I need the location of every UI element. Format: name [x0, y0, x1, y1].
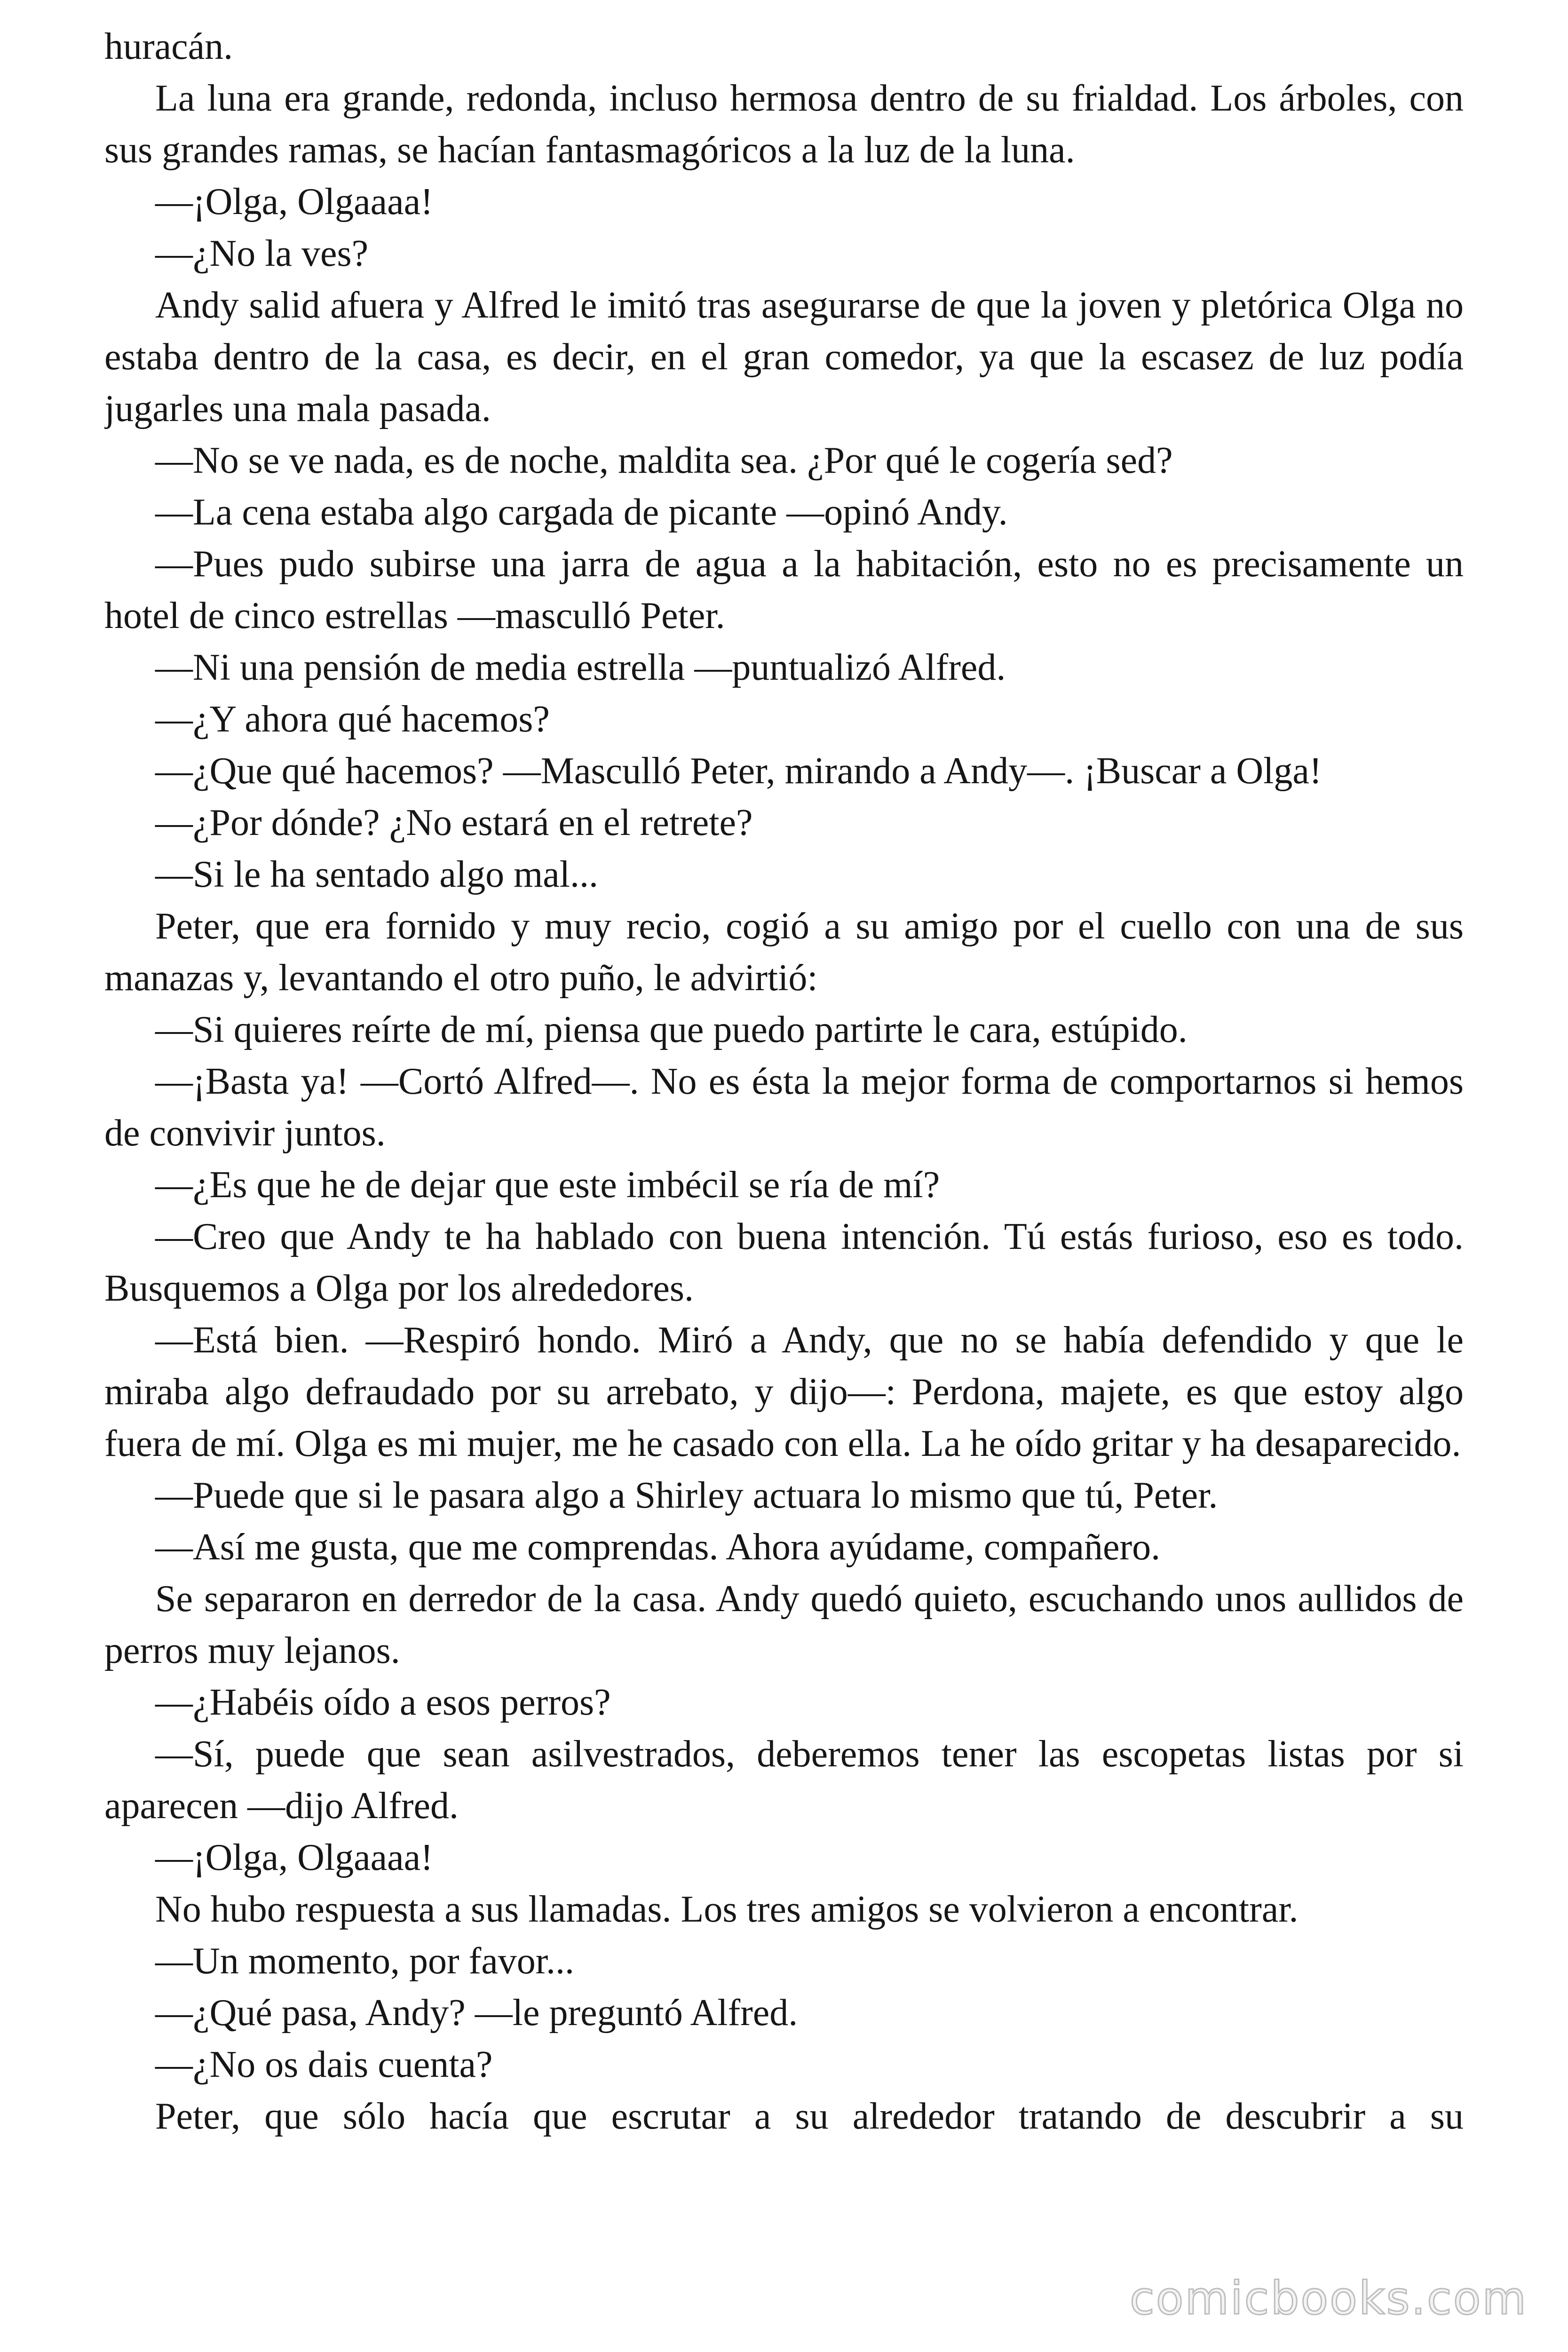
paragraph: Andy salid afuera y Alfred le imitó tras asegurarse de que la joven y pletórica Olga no estaba dentro de la casa, es decir, en el gran comedor, ya que la escasez de luz podía jugarles una mala pasada. — [104, 285, 1464, 429]
paragraph: —¿Que qué hacemos? —Masculló Peter, mirando a Andy—. ¡Buscar a Olga! — [155, 750, 1322, 792]
paragraph: —Si quieres reírte de mí, piensa que puedo partirte le cara, estúpido. — [155, 1009, 1188, 1050]
book-page — [104, 21, 1464, 2307]
paragraph: —¿Habéis oído a esos perros? — [155, 1682, 611, 1723]
paragraph: —Ni una pensión de media estrella —puntualizó Alfred. — [155, 647, 1006, 688]
paragraph: huracán. — [104, 26, 233, 67]
paragraph: —¡Olga, Olgaaaa! — [155, 1837, 433, 1878]
watermark: comicbooks.com — [1129, 2272, 1528, 2325]
paragraph: —Un momento, por favor... — [155, 1940, 574, 1982]
paragraph: —La cena estaba algo cargada de picante —opinó Andy. — [155, 492, 1008, 533]
paragraph: —¿No la ves? — [155, 233, 369, 274]
paragraph: La luna era grande, redonda, incluso hermosa dentro de su frialdad. Los árboles, con sus grandes ramas, se hacían fantasmagóricos a la luz de la luna. — [104, 78, 1464, 171]
paragraph: —Pues pudo subirse una jarra de agua a la habitación, esto no es precisamente un hotel de cinco estrellas —masculló Peter. — [104, 543, 1464, 636]
paragraph: —Creo que Andy te ha hablado con buena intención. Tú estás furioso, eso es todo. Busquemos a Olga por los alrededores. — [104, 1216, 1464, 1309]
paragraph: No hubo respuesta a sus llamadas. Los tres amigos se volvieron a encontrar. — [155, 1889, 1299, 1930]
paragraph: —¡Olga, Olgaaaa! — [155, 181, 433, 222]
paragraph: —Está bien. —Respiró hondo. Miró a Andy, que no se había defendido y que le miraba algo defraudado por su arrebato, y dijo—: Perdona, majete, es que estoy algo fuera de mí. Olga es mi mujer, me he casado con ella. La he oído gritar y ha desaparecido. — [104, 1319, 1464, 1464]
paragraph: —¡Basta ya! —Cortó Alfred—. No es ésta la mejor forma de comportarnos si hemos de convivir juntos. — [104, 1061, 1464, 1154]
paragraph: —No se ve nada, es de noche, maldita sea. ¿Por qué le cogería sed? — [155, 440, 1173, 481]
paragraph: —Sí, puede que sean asilvestrados, deberemos tener las escopetas listas por si aparecen —dijo Alfred. — [104, 1733, 1464, 1827]
paragraph: —¿Qué pasa, Andy? —le preguntó Alfred. — [155, 1992, 798, 2034]
paragraph: —Así me gusta, que me comprendas. Ahora ayúdame, compañero. — [155, 1526, 1161, 1568]
paragraph: —¿Y ahora qué hacemos? — [155, 699, 550, 740]
paragraph: Se separaron en derredor de la casa. Andy quedó quieto, escuchando unos aullidos de perros muy lejanos. — [104, 1578, 1464, 1671]
paragraph: —Puede que si le pasara algo a Shirley actuara lo mismo que tú, Peter. — [155, 1475, 1218, 1516]
paragraph: —¿Es que he de dejar que este imbécil se ría de mí? — [155, 1164, 940, 1206]
paragraph: —Si le ha sentado algo mal... — [155, 854, 599, 895]
paragraph: —¿No os dais cuenta? — [155, 2044, 493, 2085]
paragraph: Peter, que sólo hacía que escrutar a su alrededor tratando de descubrir a su — [155, 2096, 1464, 2137]
paragraph: —¿Por dónde? ¿No estará en el retrete? — [155, 802, 753, 843]
paragraph: Peter, que era fornido y muy recio, cogió a su amigo por el cuello con una de sus manazas y, levantando el otro puño, le advirtió: — [104, 906, 1464, 999]
